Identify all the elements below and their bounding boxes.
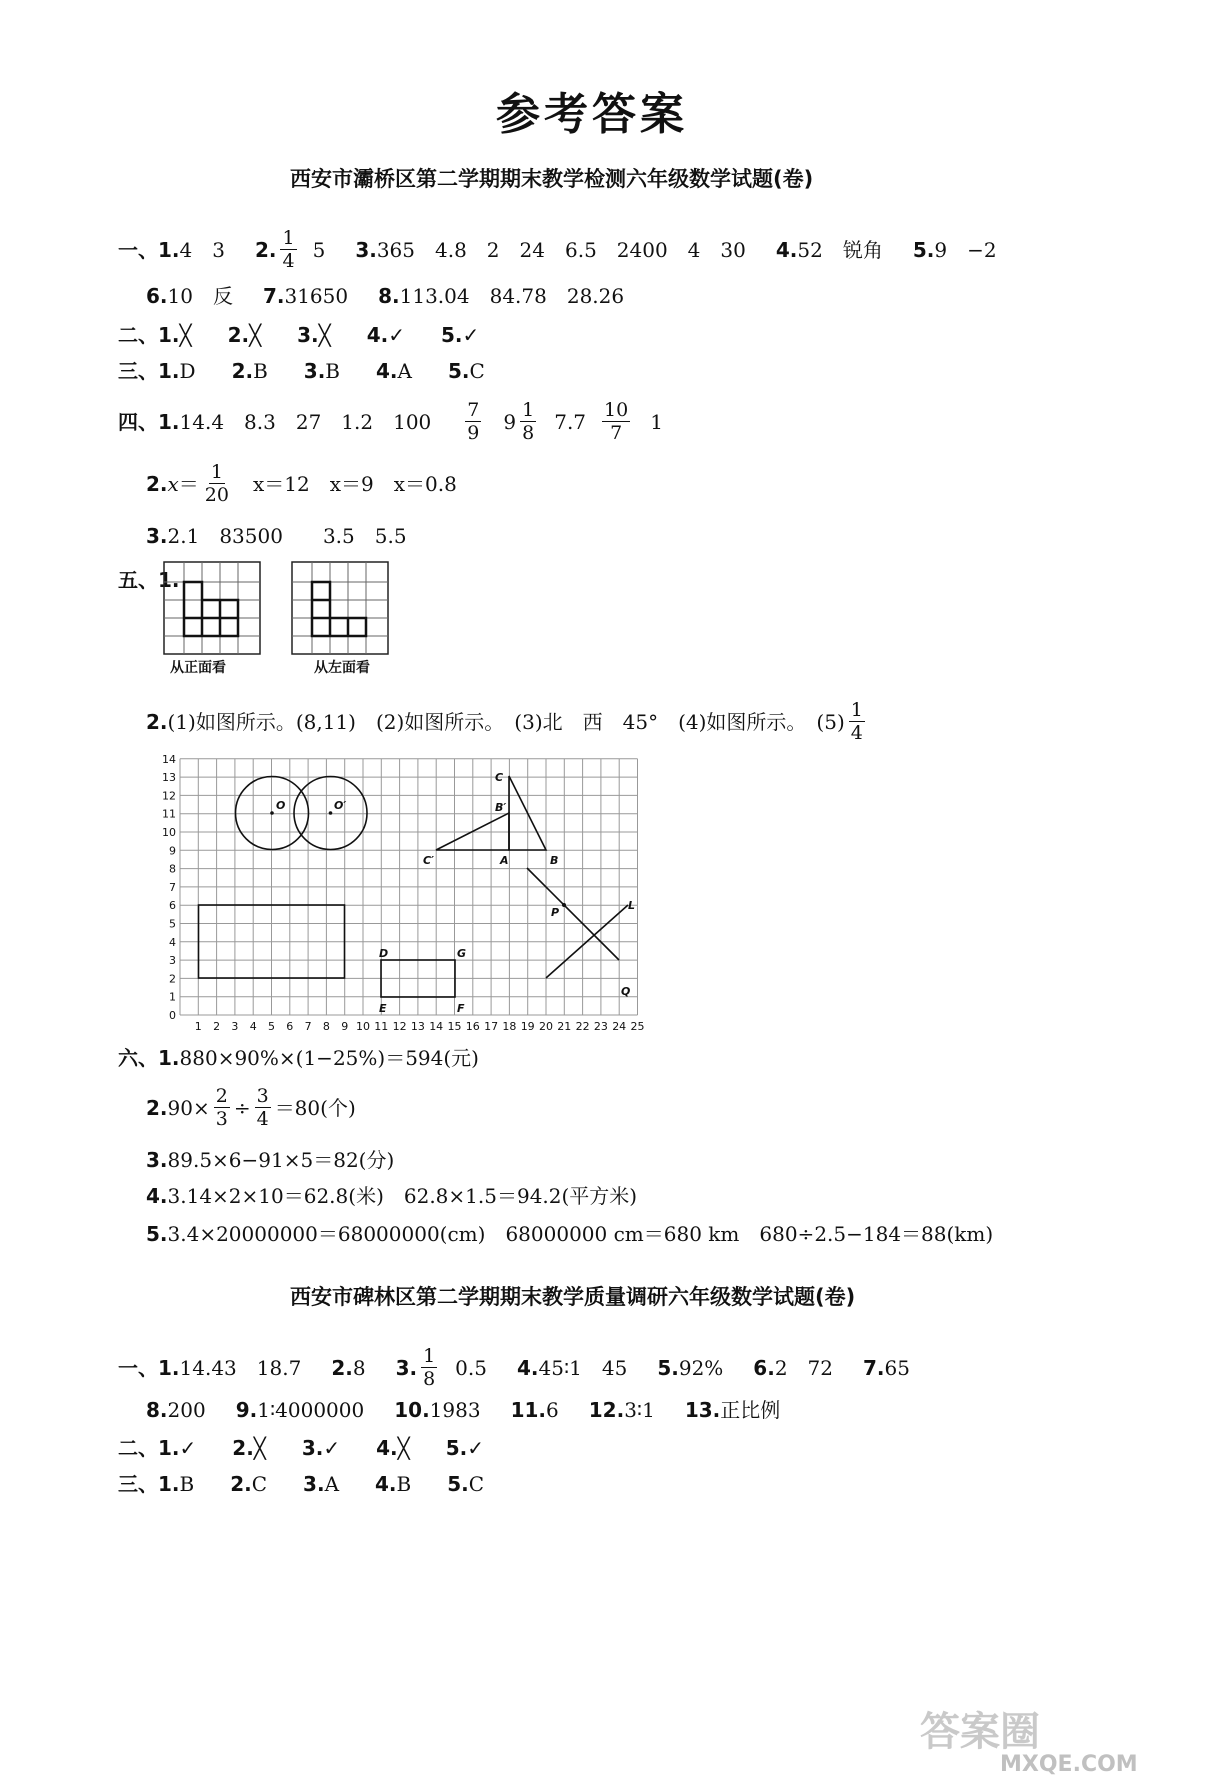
x-tick-label: 22 [575,1020,590,1033]
part5-label: 五、 1. [118,568,180,592]
x-tick-label: 3 [231,1020,239,1033]
x-tick-label: 9 [341,1020,349,1033]
y-tick-label: 0 [169,1009,176,1022]
x-tick-label: 4 [249,1020,257,1033]
x-tick-label: 17 [484,1020,499,1033]
x-tick-label: 13 [410,1020,425,1033]
y-tick-label: 13 [162,771,176,785]
x-tick-label: 19 [520,1020,535,1033]
left-view-caption: 从左面看 [314,660,370,676]
y-tick-label: 14 [162,752,176,766]
x-tick-label: 16 [465,1020,480,1033]
part4-line1: 四、 1. 14.4 8.3 27 1.2 100 $\frac{7}{9}$ 9 $\frac{1}{8}$ 7.7 $\frac{10}{7}$ 1 [118,399,663,444]
y-tick-label: 8 [169,862,176,876]
section-heading-1: 西安市灞桥区第二学期期末教学检测六年级数学试题(卷) [290,167,814,191]
x-tick-label: 18 [502,1020,517,1033]
y-tick-label: 4 [169,935,176,949]
x-tick-label: 8 [322,1020,330,1033]
part-label: 一、 [118,237,158,262]
x-tick-label: 1 [194,1020,202,1033]
page-title: 参考答案 [496,89,688,140]
y-tick-label: 7 [169,880,176,894]
x-tick-label: 5 [268,1020,275,1033]
label-o-prime: O′ [334,799,347,812]
label-b: B [550,854,559,867]
fraction: $\frac{1}{8}$ [423,1345,436,1390]
watermark-url: MXQE.COM [1000,1752,1138,1777]
x-tick-label: 6 [286,1020,294,1033]
part6-line4: 4. 3.14×2×10＝62.8(米) 62.8×1.5＝94.2(平方米) [146,1184,638,1208]
front-view-caption: 从正面看 [170,660,226,676]
fraction: $\frac{1}{4}$ [282,227,295,272]
label-g: G [457,947,467,960]
x-tick-label: 11 [374,1020,389,1033]
coordinate-grid [150,742,670,1038]
x-tick-label: 23 [593,1020,608,1033]
y-tick-label: 1 [169,990,176,1004]
x-tick-label: 10 [356,1020,370,1033]
x-tick-label: 14 [429,1020,444,1033]
part6-line1: 六、 1. 880×90%×(1−25%)＝594(元) [118,1046,479,1070]
x-tick-label: 12 [392,1020,407,1033]
part6-line3: 3. 89.5×6−91×5＝82(分) [146,1148,395,1172]
s2-part1-line2: 8. 200 9. 1∶4000000 10. 1983 11. 6 12. 3∶1 13. 正比例 [146,1398,781,1422]
mixed-fraction: $\frac{1}{8}$ [522,399,535,444]
part3-line: 三、 1.D 2.B 3.B 4.A 5.C [118,359,485,383]
line-pq [527,868,619,960]
part6-line2: 2. 90× $\frac{2}{3}$ ÷ $\frac{3}{4}$ ＝80(个) [146,1085,356,1130]
y-tick-label: 3 [169,954,176,968]
watermark-logo: 答案圈 [920,1709,1040,1755]
y-tick-label: 12 [162,789,176,803]
part4-line2: 2. x ＝ $\frac{1}{20}$ x＝12 x＝9 x＝0.8 [146,461,457,506]
x-tick-label: 15 [447,1020,462,1033]
part1-line1: 一、 1. 4 3 2. $\frac{1}{4}$ 5 3. 365 4.8 2 24 6.5 2400 4 30 4. 52 锐角 5. 9 −2 [118,227,997,272]
part2-line: 二、 1.╳ 2.╳ 3.╳ 4.✓ 5.✓ [118,323,480,347]
label-e: E [379,1002,387,1015]
fraction: $\frac{1}{20}$ [204,461,229,506]
y-tick-label: 6 [169,899,176,913]
y-tick-label: 2 [169,972,176,986]
fraction: $\frac{2}{3}$ [215,1085,228,1130]
left-view-grid [290,560,390,656]
part6-line5: 5. 3.4×20000000＝68000000(cm) 68000000 cm＝680 km 680÷2.5−184＝88(km) [146,1222,994,1246]
label-l: L [628,899,636,912]
fraction: $\frac{1}{4}$ [850,699,863,744]
x-tick-label: 24 [612,1020,627,1033]
label-b-prime: B′ [495,801,507,814]
fraction: $\frac{7}{9}$ [467,399,480,444]
x-tick-label: 7 [304,1020,312,1033]
fraction: $\frac{10}{7}$ [604,399,629,444]
x-tick-label: 21 [557,1020,572,1033]
s2-part2-line: 二、 1.✓ 2.╳ 3.✓ 4.╳ 5.✓ [118,1436,484,1460]
part4-line3: 3. 2.1 83500 3.5 5.5 [146,524,407,548]
s2-part1-line1: 一、 1. 14.43 18.7 2. 8 3. $\frac{1}{8}$ 0.5 4. 45∶1 45 5. 92% 6. 2 72 7. 65 [118,1345,910,1390]
x-tick-label: 2 [213,1020,221,1033]
part5-line2: 2. (1)如图所示。(8,11) (2)如图所示。 (3)北 西 45° (4)如图所示。 (5) $\frac{1}{4}$ [146,699,863,744]
y-tick-label: 5 [169,917,176,931]
label-a: A [500,854,509,867]
fraction: $\frac{3}{4}$ [256,1085,269,1130]
label-o: O [276,799,286,812]
section-heading-2: 西安市碑林区第二学期期末教学质量调研六年级数学试题(卷) [290,1285,856,1309]
y-tick-label: 11 [162,807,176,821]
s2-part3-line: 三、 1.B 2.C 3.A 4.B 5.C [118,1472,485,1496]
label-c: C [495,771,504,784]
label-q: Q [621,985,631,998]
label-p: P [551,906,560,919]
label-f: F [457,1002,465,1015]
x-tick-label: 20 [539,1020,553,1033]
label-c-prime: C′ [423,854,434,867]
x-tick-label: 25 [630,1020,645,1033]
y-tick-label: 10 [162,826,176,839]
y-tick-label: 9 [169,844,176,858]
label-d: D [379,947,389,960]
part1-line2: 6. 10 反 7. 31650 8. 113.04 84.78 28.26 [146,284,625,308]
front-view-grid [162,560,262,656]
